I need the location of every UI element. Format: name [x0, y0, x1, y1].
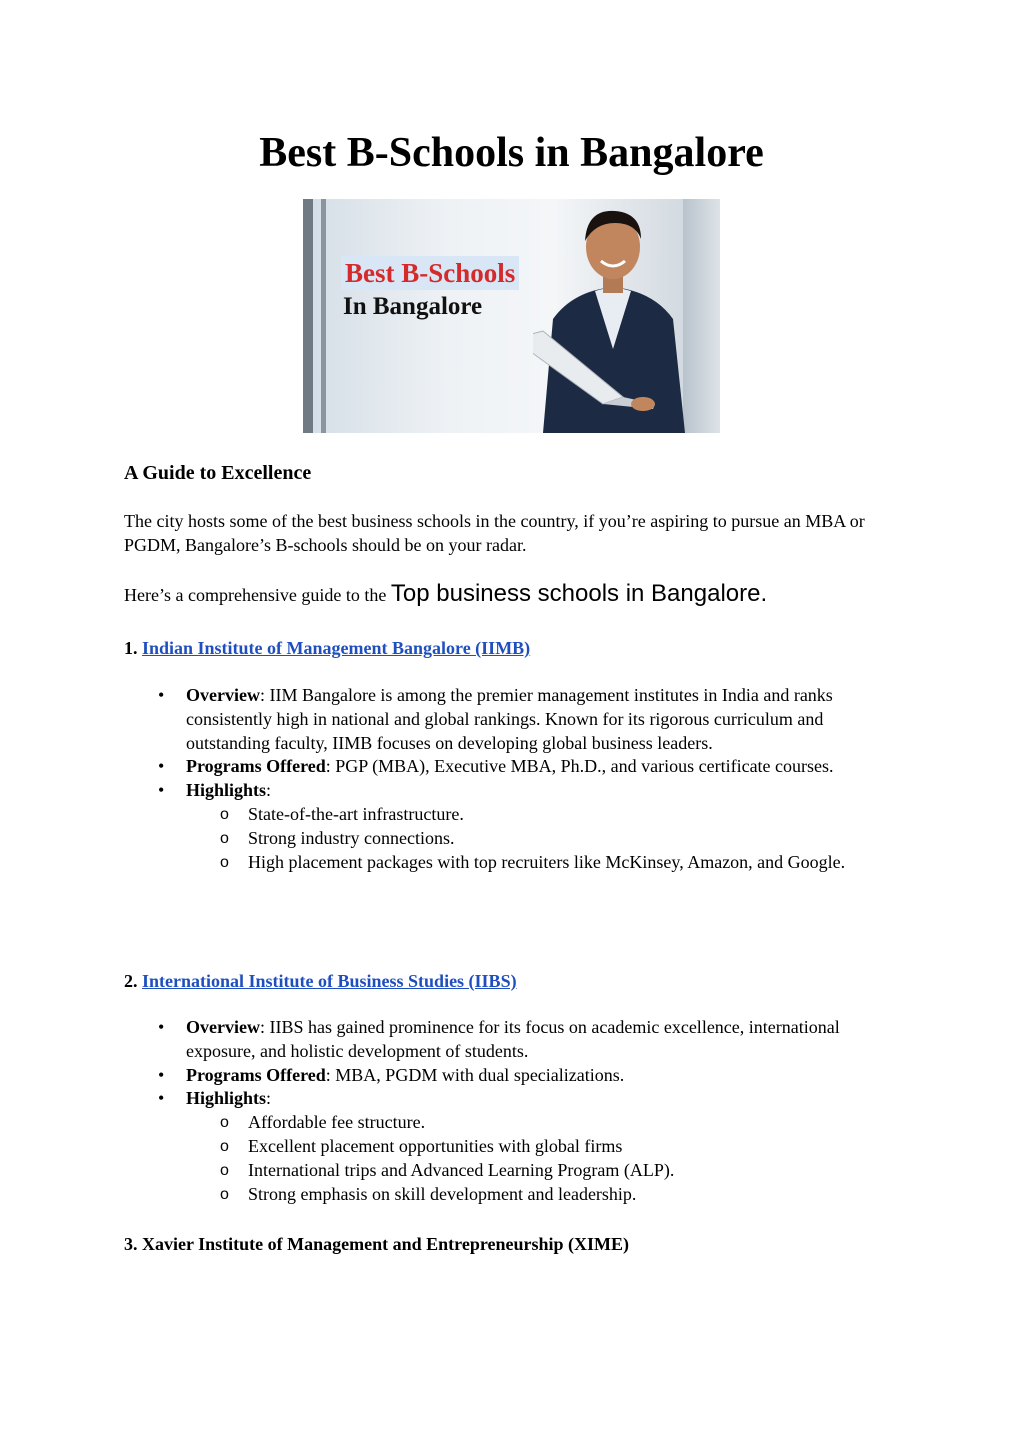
highlights-label: Highlights [186, 780, 267, 801]
school-number: 2. [124, 971, 138, 991]
school-number: 3. [124, 1234, 138, 1254]
list-item [124, 684, 894, 755]
school-details-1 [124, 684, 894, 874]
overview-text: : IIBS has gained prominence for its focus on academic excellence, international exposure, and holistic development of students. [186, 1017, 840, 1061]
list-item: o Strong emphasis on skill development and leadership. [186, 1183, 894, 1207]
list-item: o Strong industry connections. [186, 827, 894, 851]
highlights-colon: : [266, 780, 272, 801]
school-name: Xavier Institute of Management and Entrepreneurship (XIME) [142, 1234, 629, 1254]
highlights-label: Highlights [186, 1088, 267, 1109]
highlights-list [186, 1111, 894, 1206]
section-heading: A Guide to Excellence [124, 462, 312, 484]
list-item: o Excellent placement opportunities with global firms [186, 1135, 894, 1159]
overview-text: : IIM Bangalore is among the premier management institutes in India and ranks consistently high in national and global rankings. Known for its rigorous curriculum and outstanding faculty, IIMB focuses on developing global business leaders. [186, 685, 833, 753]
hero-heading: Best B-Schools [341, 256, 519, 290]
school-link-iimb[interactable]: Indian Institute of Management Bangalore (IIMB) [142, 638, 531, 658]
hero-image [303, 199, 720, 433]
highlights-colon: : [266, 1088, 272, 1109]
programs-label: Programs Offered [186, 1064, 326, 1085]
list-item [124, 779, 894, 874]
person-with-laptop-illustration [533, 199, 693, 433]
highlights-list [186, 803, 894, 874]
list-item: o International trips and Advanced Learning Program (ALP). [186, 1159, 894, 1183]
list-item [124, 755, 894, 779]
guide-prefix: Here’s a comprehensive guide to the [124, 585, 391, 605]
programs-text: : MBA, PGDM with dual specializations. [325, 1064, 625, 1085]
programs-label: Programs Offered [186, 756, 326, 777]
school-heading-2 [124, 969, 517, 993]
guide-paragraph [124, 582, 894, 607]
programs-text: : PGP (MBA), Executive MBA, Ph.D., and various certificate courses. [325, 756, 834, 777]
school-heading-3 [124, 1232, 629, 1256]
list-item [124, 1087, 894, 1206]
school-details-2 [124, 1016, 894, 1206]
school-number: 1. [124, 638, 138, 658]
list-item: o High placement packages with top recruiters like McKinsey, Amazon, and Google. [186, 851, 894, 875]
page-title: Best B-Schools in Bangalore [259, 130, 764, 176]
list-item: o Affordable fee structure. [186, 1111, 894, 1135]
overview-label: Overview [186, 685, 260, 705]
guide-emphasis: Top business schools in Bangalore. [390, 580, 768, 607]
window-frame [303, 199, 313, 433]
hero-subheading: In Bangalore [343, 293, 483, 320]
school-heading-1 [124, 636, 530, 660]
overview-label: Overview [186, 1017, 260, 1037]
intro-paragraph: The city hosts some of the best business schools in the country, if you’re aspiring to pursue an MBA or PGDM, Bangalore’s B-schools should be on your radar. [124, 511, 865, 555]
list-item: o State-of-the-art infrastructure. [186, 803, 894, 827]
list-item [124, 1064, 894, 1088]
school-link-iibs[interactable]: International Institute of Business Studies (IIBS) [142, 971, 517, 991]
list-item [124, 1016, 894, 1064]
window-frame [321, 199, 326, 433]
